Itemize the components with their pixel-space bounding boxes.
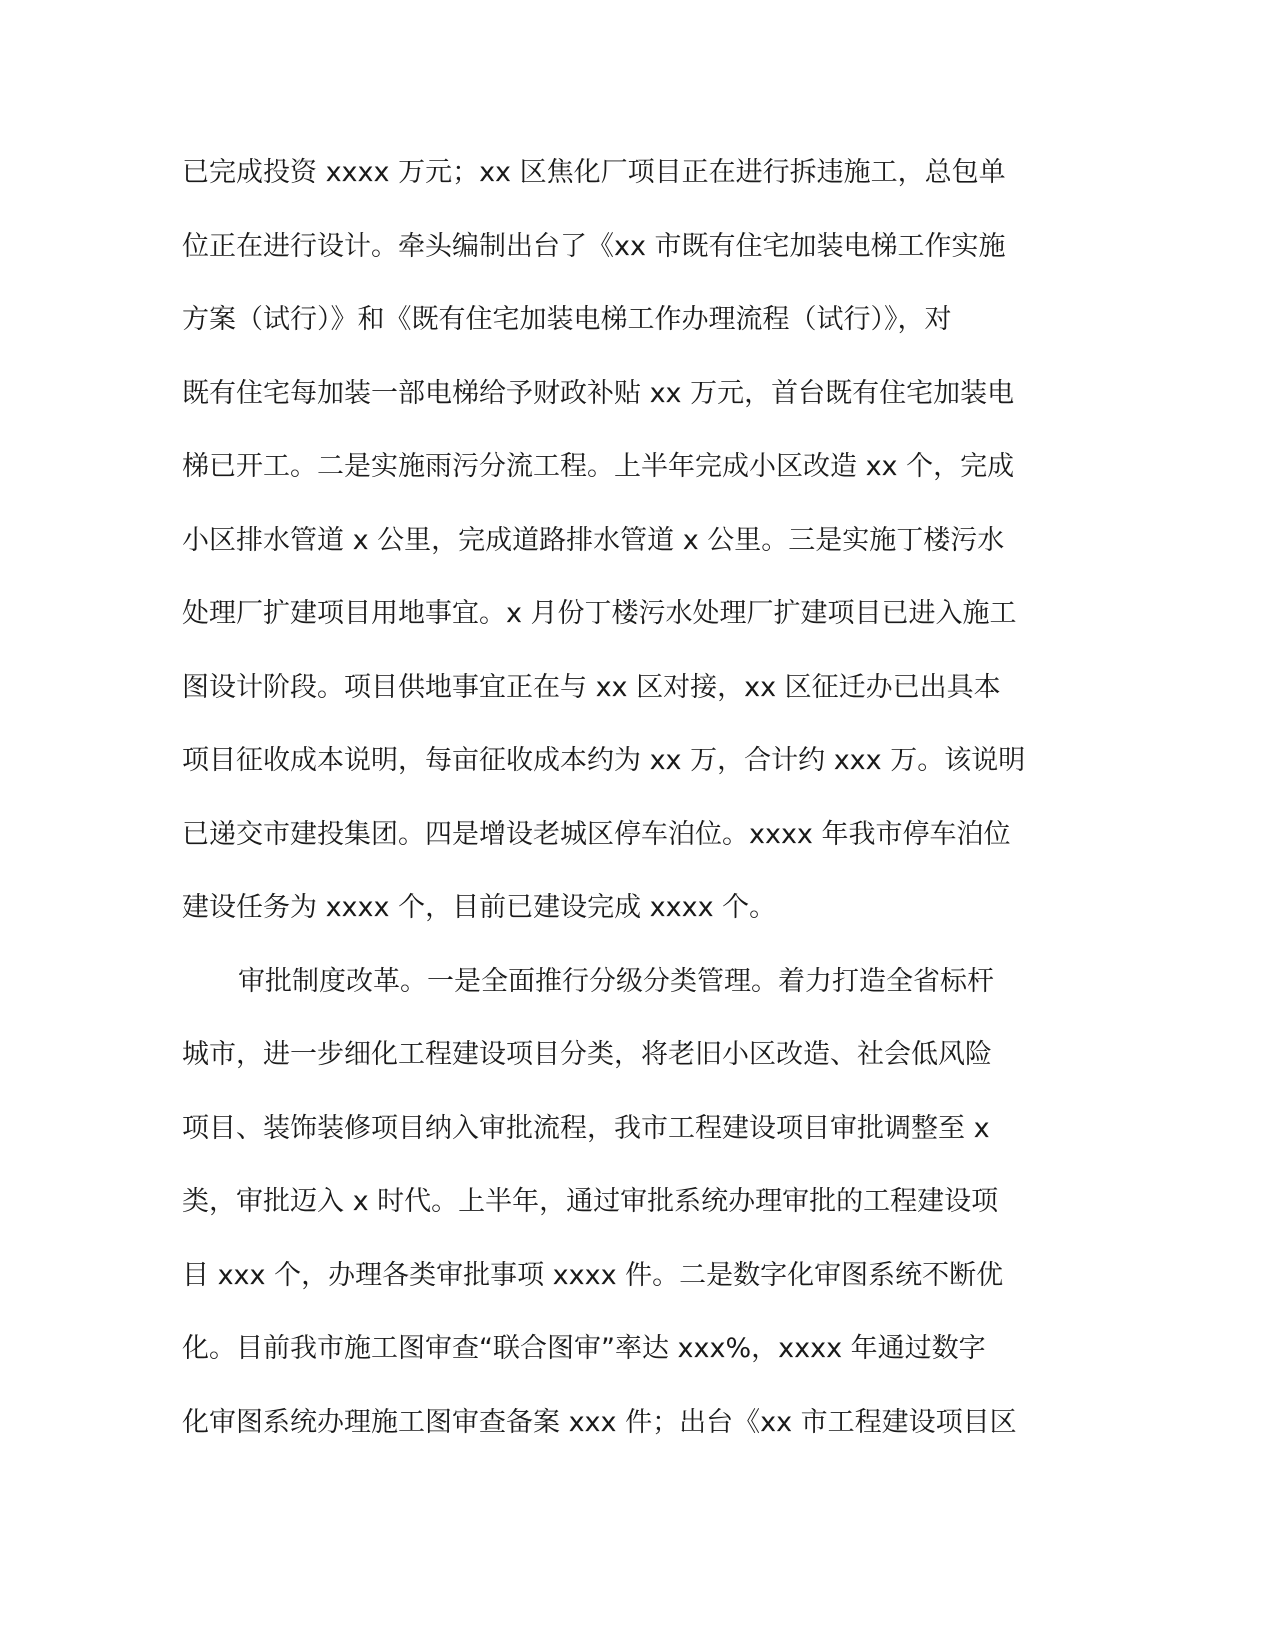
text-line: 已递交市建投集团。四是增设老城区停车泊位。xxxx 年我市停车泊位 (182, 818, 1011, 850)
text-line: 既有住宅每加装一部电梯给予财政补贴 xx 万元，首台既有住宅加装电 (182, 377, 1015, 409)
text-line: 建设任务为 xxxx 个，目前已建设完成 xxxx 个。 (182, 892, 777, 923)
text-line: 目 xxx 个，办理各类审批事项 xxxx 件。二是数字化审图系统不断优 (182, 1259, 1004, 1291)
text-line: 小区排水管道 x 公里，完成道路排水管道 x 公里。三是实施丁楼污水 (182, 524, 1005, 556)
text-line: 化。目前我市施工图审查“联合图审”率达 xxx%，xxxx 年通过数字 (182, 1333, 986, 1364)
text-line: 位正在进行设计。牵头编制出台了《xx 市既有住宅加装电梯工作实施 (182, 230, 1006, 262)
text-line: 项目征收成本说明，每亩征收成本约为 xx 万，合计约 xxx 万。该说明 (182, 745, 1026, 776)
text-line: 化审图系统办理施工图审查备案 xxx 件；出台《xx 市工程建设项目区 (182, 1406, 1017, 1438)
text-line: 方案（试行）》和《既有住宅加装电梯工作办理流程（试行）》，对 (182, 304, 952, 335)
text-line: 梯已开工。二是实施雨污分流工程。上半年完成小区改造 xx 个，完成 (182, 451, 1015, 482)
text-line: 城市，进一步细化工程建设项目分类，将老旧小区改造、社会低风险 (182, 1039, 992, 1070)
body-text (182, 136, 1052, 1459)
text-line: 处理厂扩建项目用地事宜。x 月份丁楼污水处理厂扩建项目已进入施工 (182, 598, 1017, 629)
paragraph-start-line: 审批制度改革。一是全面推行分级分类管理。着力打造全省标杆 (238, 965, 994, 997)
text-line: 项目、装饰装修项目纳入审批流程，我市工程建设项目审批调整至 x (182, 1112, 990, 1144)
text-line: 图设计阶段。项目供地事宜正在与 xx 区对接，xx 区征迁办已出具本 (182, 671, 1001, 703)
text-line: 类，审批迈入 x 时代。上半年，通过审批系统办理审批的工程建设项 (182, 1186, 999, 1217)
text-line: 已完成投资 xxxx 万元；xx 区焦化厂项目正在进行拆违施工，总包单 (182, 157, 1006, 188)
